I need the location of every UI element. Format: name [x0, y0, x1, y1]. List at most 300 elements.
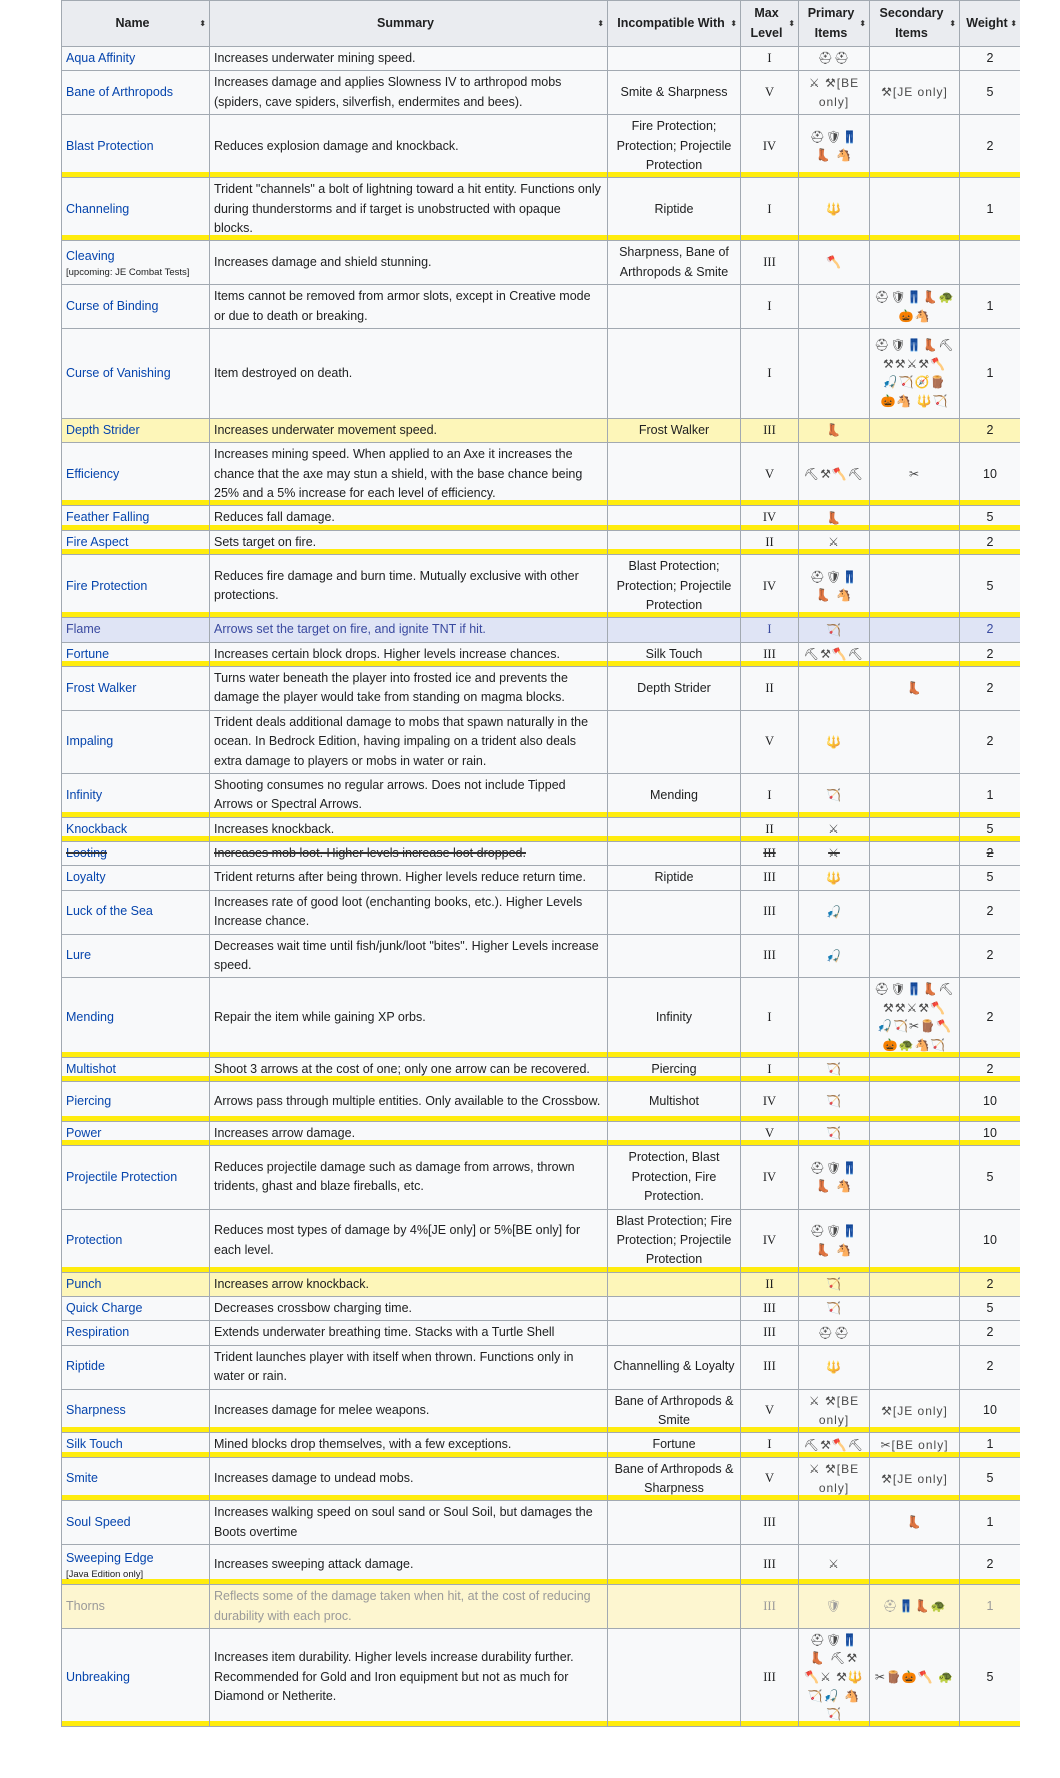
- header-secondary[interactable]: Secondary Items ⬍: [870, 1, 960, 47]
- enchantment-name-link[interactable]: [62, 1146, 210, 1209]
- enchantment-name-link-text[interactable]: Curse of Vanishing: [66, 365, 171, 380]
- summary-cell-text: Increases damage to undead mobs.: [214, 1471, 414, 1486]
- enchantment-name-link[interactable]: [62, 710, 210, 773]
- incompatible-cell: [608, 642, 741, 666]
- max-level-cell-text: III: [763, 1669, 776, 1684]
- weight-cell-text: 5: [986, 870, 994, 885]
- secondary-items-cell: [870, 642, 960, 666]
- summary-cell: [210, 1297, 608, 1321]
- enchantment-name-link[interactable]: [62, 1057, 210, 1081]
- max-level-cell-text: III: [763, 948, 776, 963]
- summary-cell: [210, 773, 608, 817]
- primary-items-cell-text: 🏹: [826, 787, 842, 802]
- incompatible-cell: [608, 890, 741, 934]
- summary-cell: [210, 817, 608, 841]
- enchantment-name-link-text[interactable]: Mending: [66, 1009, 114, 1024]
- table-row: [62, 773, 1021, 817]
- summary-cell-text: Item destroyed on death.: [214, 365, 353, 380]
- primary-items-cell-text: 🔱: [826, 870, 842, 885]
- weight-cell-text: 2: [986, 534, 994, 549]
- max-level-cell-text: I: [767, 201, 772, 216]
- max-level-cell-text: III: [763, 646, 776, 661]
- max-level-cell-text: II: [765, 821, 774, 836]
- weight-cell-text: 1: [986, 787, 994, 802]
- incompatible-cell: [608, 285, 741, 329]
- weight-cell: [960, 178, 1021, 241]
- table-row: [62, 1321, 1021, 1345]
- enchantment-name-link[interactable]: [62, 1345, 210, 1389]
- enchantment-name-link-text[interactable]: Unbreaking: [66, 1669, 130, 1684]
- max-level-cell: [741, 285, 799, 329]
- enchantment-name-link-text[interactable]: Flame: [66, 622, 101, 637]
- weight-cell-text: 2: [986, 422, 994, 437]
- enchantment-name-link-text[interactable]: Frost Walker: [66, 680, 137, 695]
- primary-items-cell: [799, 1433, 870, 1457]
- enchantment-name-link[interactable]: [62, 1209, 210, 1272]
- primary-items-cell: [799, 1297, 870, 1321]
- header-weight[interactable]: Weight ⬍: [960, 1, 1021, 47]
- primary-items-cell: [799, 773, 870, 817]
- header-primary[interactable]: Primary Items ⬍: [799, 1, 870, 47]
- primary-items-cell: [799, 178, 870, 241]
- primary-items-cell-text: 🎣: [826, 904, 842, 919]
- enchantment-name-link-text[interactable]: Fortune: [66, 646, 110, 661]
- summary-cell: [210, 1122, 608, 1146]
- header-summary[interactable]: Summary ⬍: [210, 1, 608, 47]
- secondary-items-cell: [870, 47, 960, 71]
- weight-cell: [960, 618, 1021, 642]
- max-level-cell-text: III: [763, 846, 776, 860]
- summary-cell-text: Repair the item while gaining XP orbs.: [214, 1009, 426, 1024]
- secondary-items-cell: [870, 1345, 960, 1389]
- max-level-cell: [741, 773, 799, 817]
- enchantment-name-link-text[interactable]: Looting: [66, 846, 108, 860]
- primary-items-cell-text: 🏹: [826, 1126, 842, 1141]
- weight-cell: [960, 47, 1021, 71]
- weight-cell: [960, 1501, 1021, 1545]
- sort-icon[interactable]: ⬍: [949, 18, 956, 28]
- incompatible-cell: [608, 1057, 741, 1081]
- incompatible-cell: [608, 47, 741, 71]
- enchantment-name-link[interactable]: [62, 667, 210, 711]
- table-row: [62, 642, 1021, 666]
- incompatible-cell: [608, 773, 741, 817]
- secondary-items-cell: [870, 1297, 960, 1321]
- weight-cell: [960, 1345, 1021, 1389]
- summary-cell: [210, 618, 608, 642]
- enchantment-name-link[interactable]: [62, 890, 210, 934]
- primary-items-cell: [799, 642, 870, 666]
- secondary-items-cell-text: ✂[BE only]: [880, 1437, 949, 1452]
- sort-icon[interactable]: ⬍: [788, 18, 795, 28]
- summary-cell: [210, 1321, 608, 1345]
- enchantment-name-link[interactable]: [62, 47, 210, 71]
- max-level-cell-text: I: [767, 1061, 772, 1076]
- enchantment-name-link[interactable]: [62, 241, 210, 285]
- incompatible-cell-text: Fire Protection; Protection; Projectile Protection: [616, 119, 732, 172]
- incompatible-cell: [608, 1545, 741, 1585]
- secondary-items-cell: [870, 1209, 960, 1272]
- summary-cell-text: Increases damage for melee weapons.: [214, 1403, 430, 1418]
- primary-items-cell: [799, 1057, 870, 1081]
- primary-items-cell-text: 🏹: [826, 1277, 842, 1292]
- enchantment-name-link-text[interactable]: Bane of Arthropods: [66, 85, 174, 100]
- primary-items-cell: [799, 115, 870, 178]
- enchantment-name-link-text[interactable]: Sharpness: [66, 1403, 126, 1418]
- enchantment-name-link[interactable]: [62, 618, 210, 642]
- weight-cell-text: 10: [983, 1403, 997, 1418]
- incompatible-cell: [608, 1457, 741, 1501]
- enchantment-name-link-text[interactable]: Feather Falling: [66, 510, 150, 525]
- summary-cell-text: Reduces fall damage.: [214, 510, 335, 525]
- max-level-cell-text: IV: [762, 138, 777, 153]
- primary-items-cell: [799, 418, 870, 442]
- max-level-cell-text: I: [767, 365, 772, 380]
- max-level-cell: [741, 1272, 799, 1296]
- max-level-cell: [741, 178, 799, 241]
- enchantment-name-link-text[interactable]: Cleaving: [66, 249, 115, 264]
- enchantment-name-link[interactable]: [62, 506, 210, 530]
- enchantment-name-link[interactable]: [62, 866, 210, 890]
- header-incompatible[interactable]: Incompatible With ⬍: [608, 1, 741, 47]
- enchantment-name-link-text[interactable]: Knockback: [66, 821, 128, 836]
- enchantment-name-link[interactable]: [62, 71, 210, 115]
- max-level-cell-text: III: [763, 1556, 776, 1571]
- incompatible-cell: [608, 1433, 741, 1457]
- summary-cell-text: Increases arrow damage.: [214, 1126, 356, 1140]
- header-name[interactable]: Name ⬍: [62, 1, 210, 47]
- sort-icon[interactable]: ⬍: [597, 18, 604, 28]
- max-level-cell-text: I: [767, 787, 772, 802]
- summary-cell: [210, 934, 608, 978]
- enchantment-name-link-text[interactable]: Blast Protection: [66, 138, 154, 153]
- max-level-cell: [741, 418, 799, 442]
- incompatible-cell: [608, 178, 741, 241]
- enchantment-name-link[interactable]: [62, 1321, 210, 1345]
- enchantment-name-link-text[interactable]: Piercing: [66, 1093, 112, 1108]
- enchantment-name-link-text[interactable]: Channeling: [66, 201, 130, 216]
- enchantment-name-link[interactable]: [62, 1272, 210, 1296]
- primary-items-cell: [799, 241, 870, 285]
- enchantment-note: [upcoming: JE Combat Tests]: [66, 266, 190, 278]
- primary-items-cell-text: ⛑🛡👖👢 ⛏⚒🪓⚔ ⚒🔱🏹🎣 🐴🏹: [804, 1632, 864, 1722]
- sort-icon[interactable]: ⬍: [859, 18, 866, 28]
- enchantment-name-link-text[interactable]: Fire Protection: [66, 578, 148, 593]
- incompatible-cell-text: Protection, Blast Protection, Fire Protection.: [628, 1150, 720, 1204]
- sort-icon[interactable]: ⬍: [730, 18, 737, 28]
- primary-items-cell-text: 👢: [826, 510, 842, 525]
- enchantment-name-link[interactable]: [62, 1545, 210, 1585]
- secondary-items-cell: [870, 328, 960, 418]
- secondary-items-cell: [870, 842, 960, 866]
- max-level-cell-text: V: [764, 1403, 775, 1418]
- max-level-cell: [741, 1433, 799, 1457]
- max-level-cell-text: V: [764, 1126, 775, 1140]
- secondary-items-cell: [870, 667, 960, 711]
- enchantment-name-link-text[interactable]: Riptide: [66, 1359, 105, 1374]
- weight-cell: [960, 934, 1021, 978]
- enchantment-name-link-text[interactable]: Quick Charge: [66, 1301, 143, 1315]
- secondary-items-cell-text: ✂: [908, 467, 921, 482]
- enchantment-name-link-text[interactable]: Silk Touch: [66, 1437, 123, 1452]
- max-level-cell: [741, 842, 799, 866]
- table-row: [62, 555, 1021, 618]
- enchantment-name-link-text[interactable]: Power: [66, 1126, 102, 1140]
- secondary-items-cell: [870, 506, 960, 530]
- primary-items-cell-text: ⛏⚒🪓⛏: [803, 647, 865, 662]
- weight-cell: [960, 842, 1021, 866]
- summary-cell: [210, 241, 608, 285]
- table-row: [62, 1457, 1021, 1501]
- weight-cell-text: 1: [986, 365, 994, 380]
- table-row: [62, 817, 1021, 841]
- incompatible-cell: [608, 1628, 741, 1726]
- enchantment-name-link-text[interactable]: Impaling: [66, 734, 114, 749]
- weight-cell-text: 5: [986, 1471, 994, 1486]
- summary-cell-text: Trident returns after being thrown. Higher levels reduce return time.: [214, 870, 586, 885]
- sort-icon[interactable]: ⬍: [1010, 18, 1017, 28]
- primary-items-cell: [799, 1389, 870, 1433]
- incompatible-cell-text: Riptide: [654, 870, 694, 885]
- weight-cell: [960, 642, 1021, 666]
- enchantment-name-link-text[interactable]: Lure: [66, 948, 92, 963]
- primary-items-cell: [799, 285, 870, 329]
- max-level-cell: [741, 1321, 799, 1345]
- incompatible-cell: [608, 934, 741, 978]
- summary-cell-text: Sets target on fire.: [214, 534, 317, 549]
- incompatible-cell: [608, 1345, 741, 1389]
- incompatible-cell: [608, 866, 741, 890]
- enchantment-name-link-text[interactable]: Soul Speed: [66, 1515, 131, 1530]
- enchantment-name-link[interactable]: [62, 817, 210, 841]
- enchantment-name-link[interactable]: [62, 1433, 210, 1457]
- header-max-level[interactable]: Max Level ⬍: [741, 1, 799, 47]
- enchantment-name-link[interactable]: [62, 1389, 210, 1433]
- max-level-cell: [741, 1057, 799, 1081]
- table-row: [62, 1272, 1021, 1296]
- secondary-items-cell: [870, 1545, 960, 1585]
- weight-cell-text: 5: [986, 1301, 994, 1315]
- enchantment-name-link-text[interactable]: Projectile Protection: [66, 1169, 178, 1184]
- weight-cell: [960, 1272, 1021, 1296]
- incompatible-cell: [608, 1389, 741, 1433]
- incompatible-cell: [608, 241, 741, 285]
- primary-items-cell-text: 🔱: [826, 1359, 842, 1374]
- summary-cell: [210, 1628, 608, 1726]
- enchantment-name-link[interactable]: [62, 978, 210, 1057]
- primary-items-cell: [799, 978, 870, 1057]
- weight-cell: [960, 866, 1021, 890]
- enchantment-name-link[interactable]: [62, 443, 210, 506]
- incompatible-cell: [608, 115, 741, 178]
- enchantment-name-link-text[interactable]: Fire Aspect: [66, 534, 129, 549]
- secondary-items-cell: [870, 1146, 960, 1209]
- primary-items-cell: [799, 530, 870, 554]
- incompatible-cell: [608, 1297, 741, 1321]
- weight-cell: [960, 710, 1021, 773]
- incompatible-cell-text: Multishot: [648, 1093, 700, 1108]
- weight-cell-text: 2: [986, 51, 994, 65]
- primary-items-cell: [799, 1585, 870, 1629]
- primary-items-cell-text: ⛏⚒🪓⛏: [803, 467, 865, 482]
- enchantment-name-link[interactable]: [62, 115, 210, 178]
- summary-cell: [210, 1457, 608, 1501]
- incompatible-cell-text: Frost Walker: [638, 422, 710, 437]
- primary-items-cell: [799, 667, 870, 711]
- weight-cell: [960, 530, 1021, 554]
- enchantment-name-link[interactable]: [62, 642, 210, 666]
- enchantment-name-link[interactable]: [62, 1457, 210, 1501]
- secondary-items-cell: [870, 285, 960, 329]
- enchantment-name-link[interactable]: [62, 555, 210, 618]
- weight-cell-text: 2: [986, 1325, 994, 1340]
- enchantment-name-link-text[interactable]: Punch: [66, 1276, 102, 1291]
- enchantment-name-link-text[interactable]: Protection: [66, 1232, 123, 1247]
- max-level-cell-text: III: [763, 422, 776, 437]
- max-level-cell: [741, 47, 799, 71]
- primary-items-cell: [799, 1321, 870, 1345]
- summary-cell-text: Increases sweeping attack damage.: [214, 1556, 414, 1571]
- weight-cell-text: 5: [986, 85, 994, 100]
- enchantment-name-link[interactable]: [62, 418, 210, 442]
- secondary-items-cell: [870, 890, 960, 934]
- primary-items-cell: [799, 1082, 870, 1122]
- summary-cell-text: Increases damage and applies Slowness IV to arthropod mobs (spiders, cave spiders, silverfish, endermites and bees).: [214, 75, 562, 109]
- max-level-cell-text: I: [767, 51, 772, 65]
- secondary-items-cell: [870, 241, 960, 285]
- max-level-cell-text: II: [765, 1276, 774, 1291]
- primary-items-cell: [799, 328, 870, 418]
- max-level-cell-text: III: [763, 870, 776, 885]
- enchantment-name-link[interactable]: [62, 1628, 210, 1726]
- weight-cell-text: 5: [986, 510, 994, 525]
- enchantment-name-link-text[interactable]: Curse of Binding: [66, 298, 159, 313]
- enchantment-name-link-text[interactable]: Luck of the Sea: [66, 904, 153, 919]
- summary-cell-text: Increases arrow knockback.: [214, 1276, 369, 1291]
- enchantment-name-link-text[interactable]: Smite: [66, 1471, 98, 1486]
- secondary-items-cell-text: ✂🪵🎃🪓 🐢: [874, 1670, 955, 1685]
- primary-items-cell-text: ⛑🛡👖👢 🐴: [809, 1160, 859, 1194]
- incompatible-cell: [608, 710, 741, 773]
- secondary-items-cell: [870, 710, 960, 773]
- primary-items-cell-text: 🏹: [826, 1301, 842, 1316]
- enchantment-name-link-text[interactable]: Sweeping Edge: [66, 1551, 154, 1566]
- max-level-cell: [741, 817, 799, 841]
- enchantment-name-link-text[interactable]: Aqua Affinity: [66, 51, 136, 65]
- max-level-cell: [741, 1345, 799, 1389]
- enchantment-name-link-text[interactable]: Respiration: [66, 1325, 130, 1340]
- incompatible-cell-text: Blast Protection; Protection; Projectile Protection: [616, 559, 732, 612]
- enchantment-name-link[interactable]: [62, 1082, 210, 1122]
- incompatible-cell: [608, 842, 741, 866]
- weight-cell: [960, 1389, 1021, 1433]
- enchantment-name-link[interactable]: [62, 285, 210, 329]
- weight-cell: [960, 1122, 1021, 1146]
- enchantment-name-link[interactable]: [62, 1501, 210, 1545]
- secondary-items-cell: [870, 1501, 960, 1545]
- incompatible-cell: [608, 555, 741, 618]
- primary-items-cell: [799, 1545, 870, 1585]
- primary-items-cell-text: 👢: [826, 423, 842, 438]
- primary-items-cell-text: 🏹: [826, 1094, 842, 1109]
- enchantment-name-link[interactable]: [62, 773, 210, 817]
- max-level-cell-text: II: [765, 534, 774, 549]
- incompatible-cell-text: Bane of Arthropods & Sharpness: [614, 1461, 734, 1495]
- table-row: [62, 1209, 1021, 1272]
- enchantment-name-link-text[interactable]: Infinity: [66, 787, 103, 802]
- table-row: [62, 1345, 1021, 1389]
- summary-cell: [210, 866, 608, 890]
- weight-cell-text: 2: [986, 1276, 994, 1291]
- weight-cell: [960, 773, 1021, 817]
- incompatible-cell: [608, 418, 741, 442]
- enchantment-name-link-text[interactable]: Multishot: [66, 1061, 117, 1076]
- weight-cell-text: 5: [986, 1169, 994, 1184]
- enchantment-name-link[interactable]: [62, 328, 210, 418]
- enchantment-name-link[interactable]: [62, 178, 210, 241]
- table-row: [62, 443, 1021, 506]
- secondary-items-cell: [870, 178, 960, 241]
- max-level-cell-text: III: [763, 1301, 776, 1315]
- enchantment-name-link[interactable]: [62, 1297, 210, 1321]
- enchantment-name-link[interactable]: [62, 842, 210, 866]
- primary-items-cell-text: ⛑⛑: [817, 51, 851, 66]
- sort-icon[interactable]: ⬍: [199, 18, 206, 28]
- primary-items-cell-text: ⛑🛡👖👢 🐴: [809, 1223, 859, 1257]
- enchantment-name-link-text[interactable]: Thorns: [66, 1598, 105, 1613]
- table-row: [62, 934, 1021, 978]
- weight-cell-text: 10: [983, 1126, 997, 1140]
- max-level-cell: [741, 978, 799, 1057]
- summary-cell: [210, 285, 608, 329]
- enchantment-name-link[interactable]: [62, 934, 210, 978]
- enchantment-name-link[interactable]: [62, 530, 210, 554]
- max-level-cell: [741, 890, 799, 934]
- enchantment-name-link[interactable]: [62, 1585, 210, 1629]
- summary-cell-text: Decreases crossbow charging time.: [214, 1301, 412, 1315]
- max-level-cell-text: IV: [762, 510, 777, 525]
- secondary-items-cell: [870, 618, 960, 642]
- summary-cell-text: Increases damage and shield stunning.: [214, 255, 432, 270]
- max-level-cell: [741, 1209, 799, 1272]
- summary-cell-text: Increases rate of good loot (enchanting books, etc.). Higher Levels Increase chance.: [214, 894, 583, 929]
- max-level-cell: [741, 115, 799, 178]
- table-row: [62, 418, 1021, 442]
- summary-cell: [210, 1345, 608, 1389]
- primary-items-cell: [799, 1122, 870, 1146]
- primary-items-cell: [799, 1457, 870, 1501]
- summary-cell: [210, 506, 608, 530]
- enchantment-name-link[interactable]: [62, 1122, 210, 1146]
- enchantment-name-link-text[interactable]: Efficiency: [66, 466, 120, 481]
- primary-items-cell-text: 🔱: [826, 734, 842, 749]
- summary-cell: [210, 667, 608, 711]
- max-level-cell-text: IV: [762, 1169, 777, 1184]
- enchantment-name-link-text[interactable]: Loyalty: [66, 870, 106, 885]
- weight-cell-text: 2: [986, 1061, 994, 1076]
- secondary-items-cell: [870, 1321, 960, 1345]
- max-level-cell: [741, 1585, 799, 1629]
- incompatible-cell: [608, 1209, 741, 1272]
- incompatible-cell-text: Fortune: [652, 1437, 696, 1452]
- table-row: [62, 1297, 1021, 1321]
- incompatible-cell: [608, 530, 741, 554]
- enchantment-name-link-text[interactable]: Depth Strider: [66, 422, 140, 437]
- primary-items-cell: [799, 866, 870, 890]
- max-level-cell: [741, 443, 799, 506]
- incompatible-cell: [608, 667, 741, 711]
- incompatible-cell-text: Infinity: [655, 1009, 693, 1024]
